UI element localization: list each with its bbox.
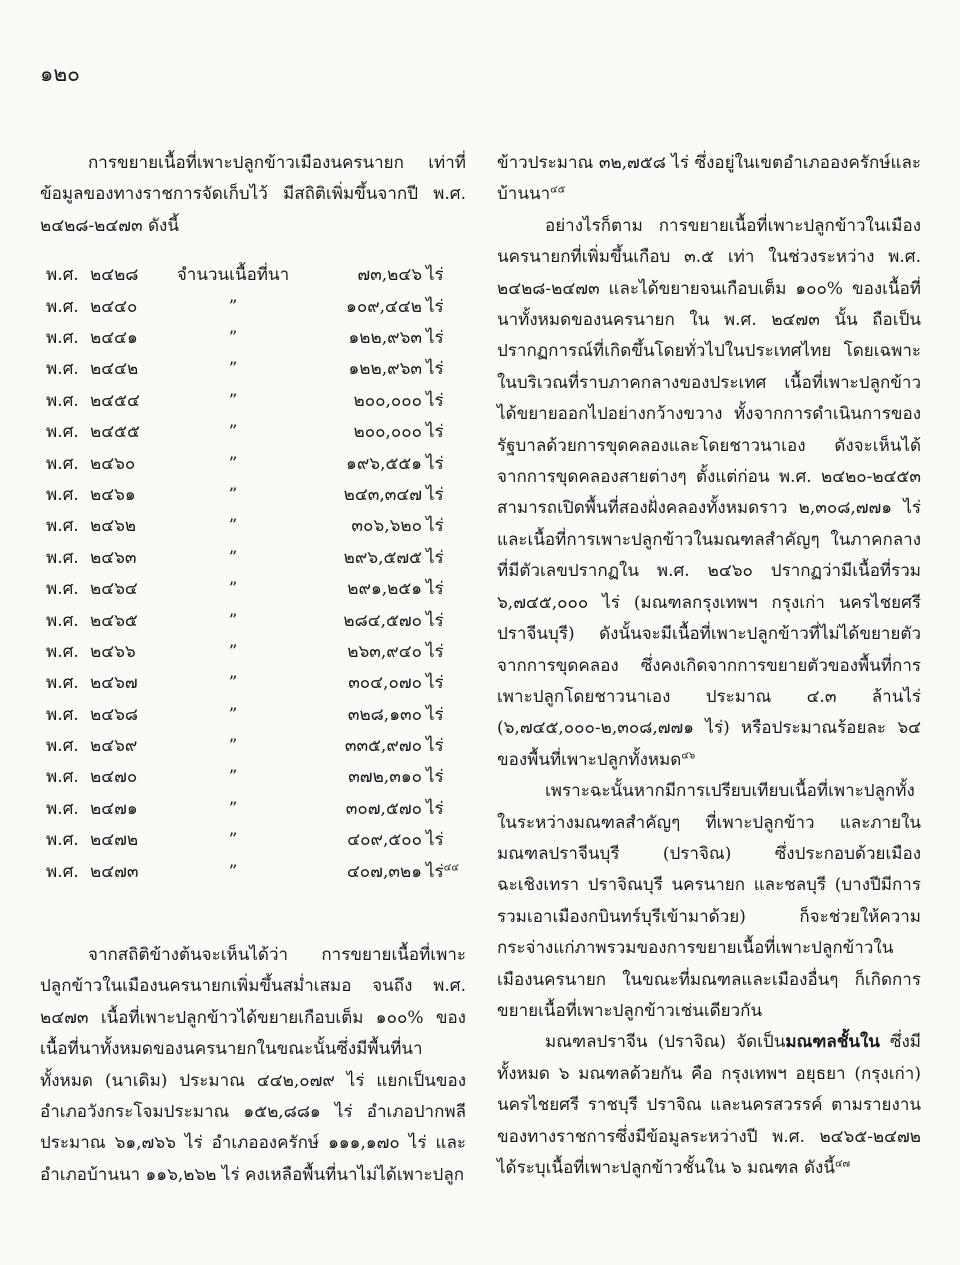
stat-unit — [422, 449, 460, 480]
stat-era-prefix: พ.ศ. — [46, 610, 79, 631]
stat-value: ๔๐๗,๓๒๑ — [346, 861, 422, 882]
stat-unit — [422, 857, 460, 888]
stat-unit — [422, 480, 460, 511]
stat-unit-text: ไร่ — [426, 422, 444, 443]
stat-era-prefix: พ.ศ. — [46, 547, 79, 568]
stat-year: ๒๔๕๔ — [90, 390, 140, 411]
stat-era-prefix: พ.ศ. — [46, 265, 79, 286]
footnote-ref-46: ๔๖ — [681, 750, 696, 762]
stat-era-prefix: พ.ศ. — [46, 359, 79, 380]
stat-row — [40, 637, 466, 668]
stat-unit — [422, 292, 460, 323]
stat-unit-text: ไร่ — [426, 516, 444, 537]
stat-unit — [422, 794, 460, 825]
paragraph-inner-monthon — [497, 1027, 921, 1184]
left-column — [40, 148, 466, 1191]
stat-era-prefix: พ.ศ. — [46, 328, 79, 348]
stat-row — [40, 480, 466, 511]
stat-unit-text: ไร่ — [426, 547, 444, 568]
stat-ditto-mark: ” — [228, 673, 238, 694]
stat-unit — [422, 417, 460, 448]
stat-year: ๒๔๔๒ — [90, 359, 139, 380]
stat-year: ๒๔๔๐ — [90, 296, 138, 317]
stat-unit — [422, 762, 460, 793]
stat-ditto-mark: ” — [228, 359, 238, 380]
stat-value: ๒๐๐,๐๐๐ — [353, 390, 422, 411]
page-number: ๑๒๐ — [40, 62, 80, 86]
stat-value: ๒๐๐,๐๐๐ — [353, 422, 422, 443]
stat-value: ๑๐๙,๔๔๒ — [346, 296, 422, 317]
stat-value: ๓๗๒,๓๑๐ — [348, 767, 422, 788]
stat-ditto-mark: ” — [228, 641, 238, 662]
stat-ditto-mark: ” — [228, 830, 238, 851]
stat-value: ๒๖๓,๙๔๐ — [347, 641, 422, 662]
stat-value: ๑๒๒,๙๖๓ — [348, 328, 422, 348]
stat-ditto-mark: ” — [228, 484, 238, 505]
stat-ditto-mark: ” — [228, 704, 238, 725]
stat-year: ๒๔๗๐ — [90, 767, 138, 788]
paragraph-expansion-text: อย่างไรก็ตาม การขยายเนื้อที่เพาะปลูกข้าวในเมืองนครนายกที่เพิ่มขึ้นเกือบ ๓.๕ เท่า ในช่วงระหว่าง พ.ศ. ๒๔๒๘-๒๔๗๓ และได้ขยายจนเกือบเต็ม ๑๐๐% ของเนื้อที่นาทั้งหมดของนครนายก ใน พ.ศ. ๒๔๗๓ นั้น ถือเป็นปรากฏการณ์ที่เกิดขึ้นโดยทั่วไปในประเทศไทย โดยเฉพาะในบริเวณที่ราบภาคกลางของประเทศ เนื้อที่เพาะปลูกข้าวได้ขยายออกไปอย่างกว้างขวาง ทั้งจากการดำเนินการของรัฐบาลด้วยการขุดคลองและโดยชาวนาเอง ดังจะเห็นได้จากการขุดคลองสายต่างๆ ตั้งแต่ก่อน พ.ศ. ๒๔๒๐-๒๔๕๓ สามารถเปิดพื้นที่สองฝั่งคลองทั้งหมดราว ๒,๓๐๘,๗๗๑ ไร่ และเนื้อที่การเพาะปลูกข้าวในมณฑลสำคัญๆ ในภาคกลาง ที่มีตัวเลขปรากฏใน พ.ศ. ๒๔๖๐ ปรากฏว่ามีเนื้อที่รวม ๖,๗๔๕,๐๐๐ ไร่ (มณฑลกรุงเทพฯ กรุงเก่า นครไชยศรี ปราจีนบุรี) ดังนั้นจะมีเนื้อที่เพาะปลูกข้าวที่ไม่ได้ขยายตัวจากการขุดคลอง ซึ่งคงเกิดจากการขยายตัวของพื้นที่การเพาะปลูกโดยชาวนาเอง ประมาณ ๔.๓ ล้านไร่ (๖,๗๔๕,๐๐๐-๒,๓๐๘,๗๗๑ ไร่) หรือประมาณร้อยละ ๖๔ ของพื้นที่เพาะปลูกทั้งหมด — [497, 215, 921, 770]
stat-row — [40, 292, 466, 323]
stat-unit-text: ไร่ — [426, 704, 444, 725]
stat-value: ๒๙๑,๒๕๑ — [347, 579, 422, 600]
stat-unit-text: ไร่ — [426, 359, 444, 380]
stat-value: ๓๐๖,๖๒๐ — [351, 516, 422, 537]
continued-paragraph — [497, 148, 921, 211]
stat-value: ๒๘๔,๕๗๐ — [343, 610, 422, 631]
stat-ditto-mark: ” — [228, 861, 238, 882]
stat-era-prefix: พ.ศ. — [46, 641, 79, 662]
footnote-ref-45: ๔๕ — [550, 184, 566, 196]
stat-ditto-mark: ” — [228, 798, 238, 819]
stat-row — [40, 606, 466, 637]
stat-unit — [422, 731, 460, 762]
stat-row — [40, 543, 466, 574]
stat-value: ๒๙๖,๕๗๕ — [343, 547, 422, 568]
paragraph-inner-pre: มณฑลปราจีน (ปราจิณ) จัดเป็น — [545, 1032, 786, 1053]
stat-year: ๒๔๔๑ — [90, 328, 138, 348]
stat-label: จำนวนเนื้อที่นา — [176, 265, 290, 286]
stat-row — [40, 449, 466, 480]
stat-ditto-mark: ” — [228, 453, 238, 474]
stat-row — [40, 668, 466, 699]
stat-year: ๒๔๗๑ — [90, 798, 138, 819]
stat-ditto-mark: ” — [228, 736, 238, 757]
stat-value: ๗๓,๒๔๖ — [357, 265, 422, 286]
stat-unit — [422, 511, 460, 542]
stat-era-prefix: พ.ศ. — [46, 579, 79, 600]
stat-row — [40, 417, 466, 448]
stat-unit-text: ไร่ — [426, 296, 444, 317]
stat-ditto-mark: ” — [228, 516, 238, 537]
stat-value: ๓๒๘,๑๓๐ — [347, 704, 422, 725]
stat-year: ๒๔๗๒ — [90, 830, 139, 851]
stat-year: ๒๔๖๕ — [90, 610, 138, 631]
stat-row — [40, 386, 466, 417]
stat-unit-text: ไร่ — [426, 641, 444, 662]
stat-era-prefix: พ.ศ. — [46, 453, 79, 474]
stat-row — [40, 574, 466, 605]
stat-unit-text: ไร่ — [426, 328, 444, 348]
stat-row — [40, 700, 466, 731]
stat-unit-text: ไร่ — [426, 830, 444, 851]
stat-value: ๓๐๔,๐๗๐ — [348, 673, 422, 694]
stat-value: ๒๔๓,๓๔๗ — [343, 484, 422, 505]
stat-year: ๒๔๖๑ — [90, 484, 136, 505]
paragraph-inner-post: ซึ่งมีทั้งหมด ๖ มณฑลด้วยกัน คือ กรุงเทพฯ อยุธยา (กรุงเก่า) นครไชยศรี ราชบุรี ปราจิณ และนครสวรรค์ ตามรายงานของทางราชการซึ่งมีข้อมูลระหว่างปี พ.ศ. ๒๔๖๕-๒๔๗๒ ได้ระบุเนื้อที่เพาะปลูกข้าวชั้นใน ๖ มณฑล ดังนี้ — [497, 1032, 922, 1178]
stat-unit-text: ไร่ — [426, 736, 444, 757]
stat-row — [40, 762, 466, 793]
stat-unit-text: ไร่ — [426, 861, 444, 882]
stat-row — [40, 354, 466, 385]
stat-year: ๒๔๖๘ — [90, 704, 138, 725]
stat-unit-text: ไร่ — [426, 265, 444, 286]
stat-unit-text: ไร่ — [426, 484, 444, 505]
rice-area-statistics-list — [40, 260, 466, 888]
stat-row — [40, 260, 466, 291]
stat-unit-text: ไร่ — [426, 453, 444, 474]
stat-unit — [422, 825, 460, 856]
intro-paragraph: การขยายเนื้อที่เพาะปลูกข้าวเมืองนครนายก เท่าที่ข้อมูลของทางราชการจัดเก็บไว้ มีสถิติเพิ่มขึ้นจากปี พ.ศ. ๒๔๒๘-๒๔๗๓ ดังนี้ — [40, 153, 466, 236]
stat-value: ๔๐๙,๕๐๐ — [347, 830, 422, 851]
stat-value: ๑๒๒,๙๖๓ — [348, 359, 422, 380]
stat-era-prefix: พ.ศ. — [46, 704, 79, 725]
stat-era-prefix: พ.ศ. — [46, 484, 79, 505]
stat-unit — [422, 323, 460, 354]
right-column — [497, 148, 921, 1184]
stat-value: ๓๐๗,๕๗๐ — [345, 798, 422, 819]
stat-year: ๒๔๖๙ — [90, 736, 138, 757]
stat-unit — [422, 606, 460, 637]
stat-era-prefix: พ.ศ. — [46, 830, 79, 851]
stat-unit-text: ไร่ — [426, 798, 444, 819]
stat-year: ๒๔๒๘ — [90, 265, 139, 286]
stat-ditto-mark: ” — [228, 328, 238, 348]
stat-row — [40, 794, 466, 825]
stat-unit-text: ไร่ — [426, 579, 444, 600]
stat-era-prefix: พ.ศ. — [46, 422, 79, 443]
footnote-ref-47: ๔๗ — [834, 1158, 851, 1170]
stat-value: ๓๓๕,๙๗๐ — [344, 736, 422, 757]
stat-unit — [422, 543, 460, 574]
stat-year: ๒๔๖๔ — [90, 579, 138, 600]
stat-unit — [422, 700, 460, 731]
stat-year: ๒๔๗๓ — [90, 861, 139, 882]
stat-value: ๑๙๖,๕๕๑ — [346, 453, 422, 474]
stat-ditto-mark: ” — [228, 579, 238, 600]
paragraph-expansion — [497, 211, 921, 776]
stat-unit — [422, 668, 460, 699]
stat-year: ๒๔๖๒ — [90, 516, 137, 537]
stat-row — [40, 323, 466, 354]
stat-era-prefix: พ.ศ. — [46, 296, 79, 317]
stat-unit-text: ไร่ — [426, 767, 444, 788]
stat-era-prefix: พ.ศ. — [46, 736, 79, 757]
stat-year: ๒๔๖๗ — [90, 673, 138, 694]
stat-year: ๒๔๖๖ — [90, 641, 136, 662]
stat-era-prefix: พ.ศ. — [46, 861, 79, 882]
stat-ditto-mark: ” — [228, 390, 238, 411]
stat-year: ๒๔๕๕ — [90, 422, 140, 443]
summary-paragraph: จากสถิติข้างต้นจะเห็นได้ว่า การขยายเนื้อที่เพาะปลูกข้าวในเมืองนครนายกเพิ่มขึ้นสม่ำเสมอ จนถึง พ.ศ. ๒๔๗๓ เนื้อที่เพาะปลูกข้าวได้ขยายเกือบเต็ม ๑๐๐% ของเนื้อที่นาทั้งหมดของนครนายกในขณะนั้นซึ่งมีพื้นที่นาทั้งหมด (นาเดิม) ประมาณ ๔๔๒,๐๗๙ ไร่ แยกเป็นของอำเภอวังกระโจมประมาณ ๑๕๒,๘๘๑ ไร่ อำเภอปากพลีประมาณ ๖๑,๗๖๖ ไร่ อำเภอองครักษ์ ๑๑๑,๑๗๐ ไร่ และอำเภอบ้านนา ๑๑๖,๒๖๒ ไร่ คงเหลือพื้นที่นาไม่ได้เพาะปลูก — [40, 945, 466, 1185]
stat-unit-text: ไร่ — [426, 390, 444, 411]
paragraph-comparison: เพราะฉะนั้นหากมีการเปรียบเทียบเนื้อที่เพาะปลูกทั้งในระหว่างมณฑลสำคัญๆ ที่เพาะปลูกข้าว และภายในมณฑลปราจีนบุรี (ปราจิณ) ซึ่งประกอบด้วยเมืองฉะเชิงเทรา ปราจิณบุรี นครนายก และชลบุรี (บางปีมีการรวมเอาเมืองกบินทร์บุรีเข้ามาด้วย) ก็จะช่วยให้ความกระจ่างแก่ภาพรวมของการขยายเนื้อที่เพาะปลูกข้าวในเมืองนครนายก ในขณะที่มณฑลและเมืองอื่นๆ ก็เกิดการขยายเนื้อที่เพาะปลูกข้าวเช่นเดียวกัน — [497, 781, 921, 1021]
stat-unit — [422, 574, 460, 605]
stat-unit — [422, 637, 460, 668]
stat-unit — [422, 260, 460, 291]
stat-unit — [422, 354, 460, 385]
stat-era-prefix: พ.ศ. — [46, 798, 79, 819]
stat-ditto-mark: ” — [228, 547, 238, 568]
stat-row — [40, 857, 466, 888]
stat-unit-text: ไร่ — [426, 673, 444, 694]
stat-row — [40, 731, 466, 762]
stat-era-prefix: พ.ศ. — [46, 767, 79, 788]
footnote-ref-44: ๔๔ — [443, 861, 459, 873]
stat-row — [40, 511, 466, 542]
stat-era-prefix: พ.ศ. — [46, 516, 79, 537]
stat-unit-text: ไร่ — [426, 610, 444, 631]
stat-row — [40, 825, 466, 856]
stat-era-prefix: พ.ศ. — [46, 673, 79, 694]
stat-ditto-mark: ” — [228, 296, 238, 317]
stat-era-prefix: พ.ศ. — [46, 390, 79, 411]
stat-ditto-mark: ” — [228, 610, 238, 631]
stat-year: ๒๔๖๓ — [90, 547, 137, 568]
stat-ditto-mark: ” — [228, 767, 238, 788]
stat-unit — [422, 386, 460, 417]
stat-year: ๒๔๖๐ — [90, 453, 136, 474]
continued-text: ข้าวประมาณ ๓๒,๗๕๘ ไร่ ซึ่งอยู่ในเขตอำเภอองครักษ์และบ้านนา — [497, 153, 921, 205]
inner-monthon-term: มณฑลชั้นใน — [785, 1032, 880, 1053]
stat-ditto-mark: ” — [228, 422, 238, 443]
